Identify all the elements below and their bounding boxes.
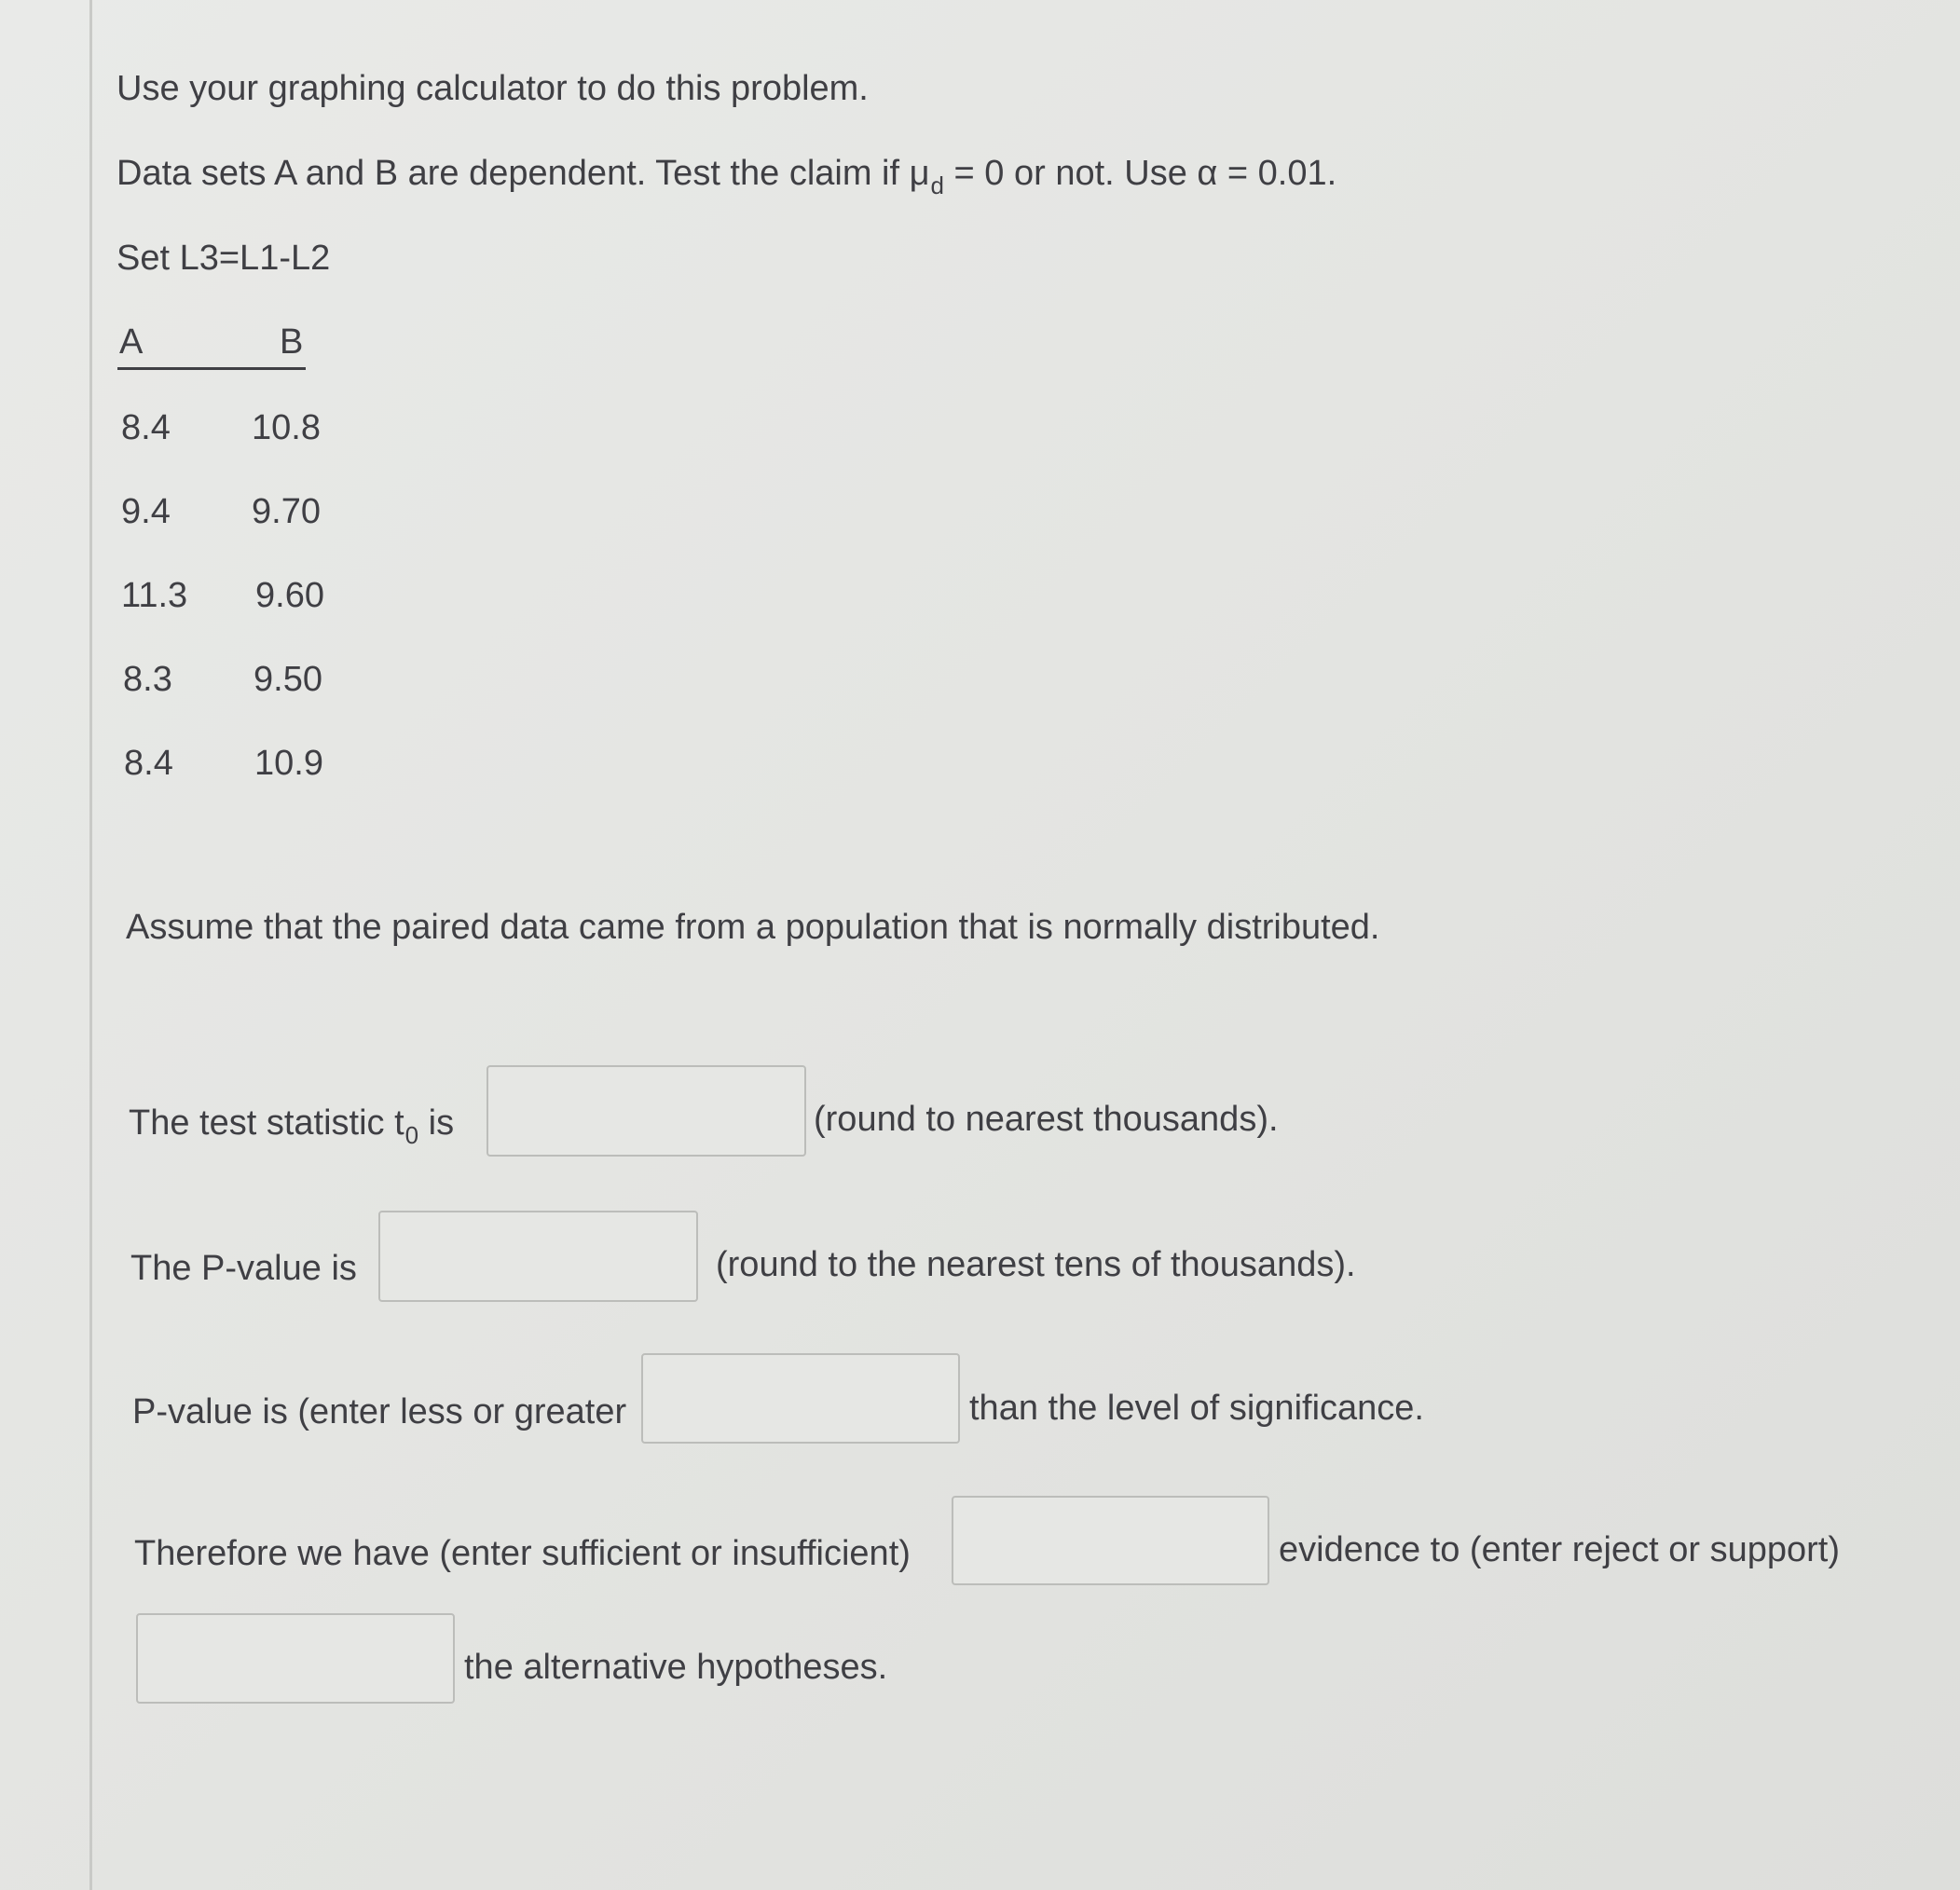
p-value-rounding-note: (round to the nearest tens of thousands). (716, 1245, 1356, 1284)
comparison-suffix: than the level of significance. (969, 1389, 1424, 1428)
table-cell-a: 9.4 (121, 492, 171, 531)
instruction-calculator: Use your graphing calculator to do this problem. (117, 69, 869, 108)
data-table-header (117, 321, 306, 370)
test-statistic-label (129, 1102, 454, 1147)
claim-subscript: d (930, 171, 944, 199)
test-statistic-rounding-note: (round to nearest thousands). (814, 1100, 1279, 1139)
test-statistic-subscript: 0 (404, 1121, 419, 1149)
table-cell-b: 9.50 (254, 660, 322, 699)
evidence-input[interactable] (952, 1496, 1269, 1585)
table-cell-a: 8.4 (124, 744, 173, 783)
evidence-label: Therefore we have (enter sufficient or insufficient) (134, 1534, 911, 1573)
test-statistic-prefix: The test statistic t (129, 1103, 404, 1143)
p-value-input[interactable] (378, 1211, 698, 1302)
table-cell-b: 9.70 (252, 492, 321, 531)
decision-input[interactable] (136, 1613, 455, 1704)
column-header-b: B (280, 322, 304, 362)
test-statistic-input[interactable] (487, 1065, 806, 1157)
table-cell-a: 8.4 (121, 408, 171, 447)
claim-suffix: = 0 or not. Use α = 0.01. (943, 154, 1337, 193)
instruction-set-lists: Set L3=L1-L2 (117, 239, 331, 278)
comparison-input[interactable] (641, 1353, 960, 1444)
normality-assumption: Assume that the paired data came from a population that is normally distributed. (126, 908, 1380, 947)
comparison-label: P-value is (enter less or greater (132, 1392, 627, 1431)
test-statistic-suffix: is (418, 1103, 455, 1143)
table-cell-b: 10.8 (252, 408, 321, 447)
p-value-label: The P-value is (130, 1249, 357, 1288)
instruction-claim (117, 152, 1336, 198)
column-header-a: A (119, 322, 144, 362)
table-cell-b: 9.60 (255, 576, 324, 615)
table-cell-a: 8.3 (123, 660, 172, 699)
left-border-line (89, 0, 92, 1890)
table-cell-b: 10.9 (254, 744, 323, 783)
evidence-suffix: evidence to (enter reject or support) (1279, 1530, 1840, 1569)
table-cell-a: 11.3 (121, 576, 188, 615)
claim-prefix: Data sets A and B are dependent. Test the claim if μ (117, 154, 930, 193)
decision-suffix: the alternative hypotheses. (464, 1648, 888, 1687)
